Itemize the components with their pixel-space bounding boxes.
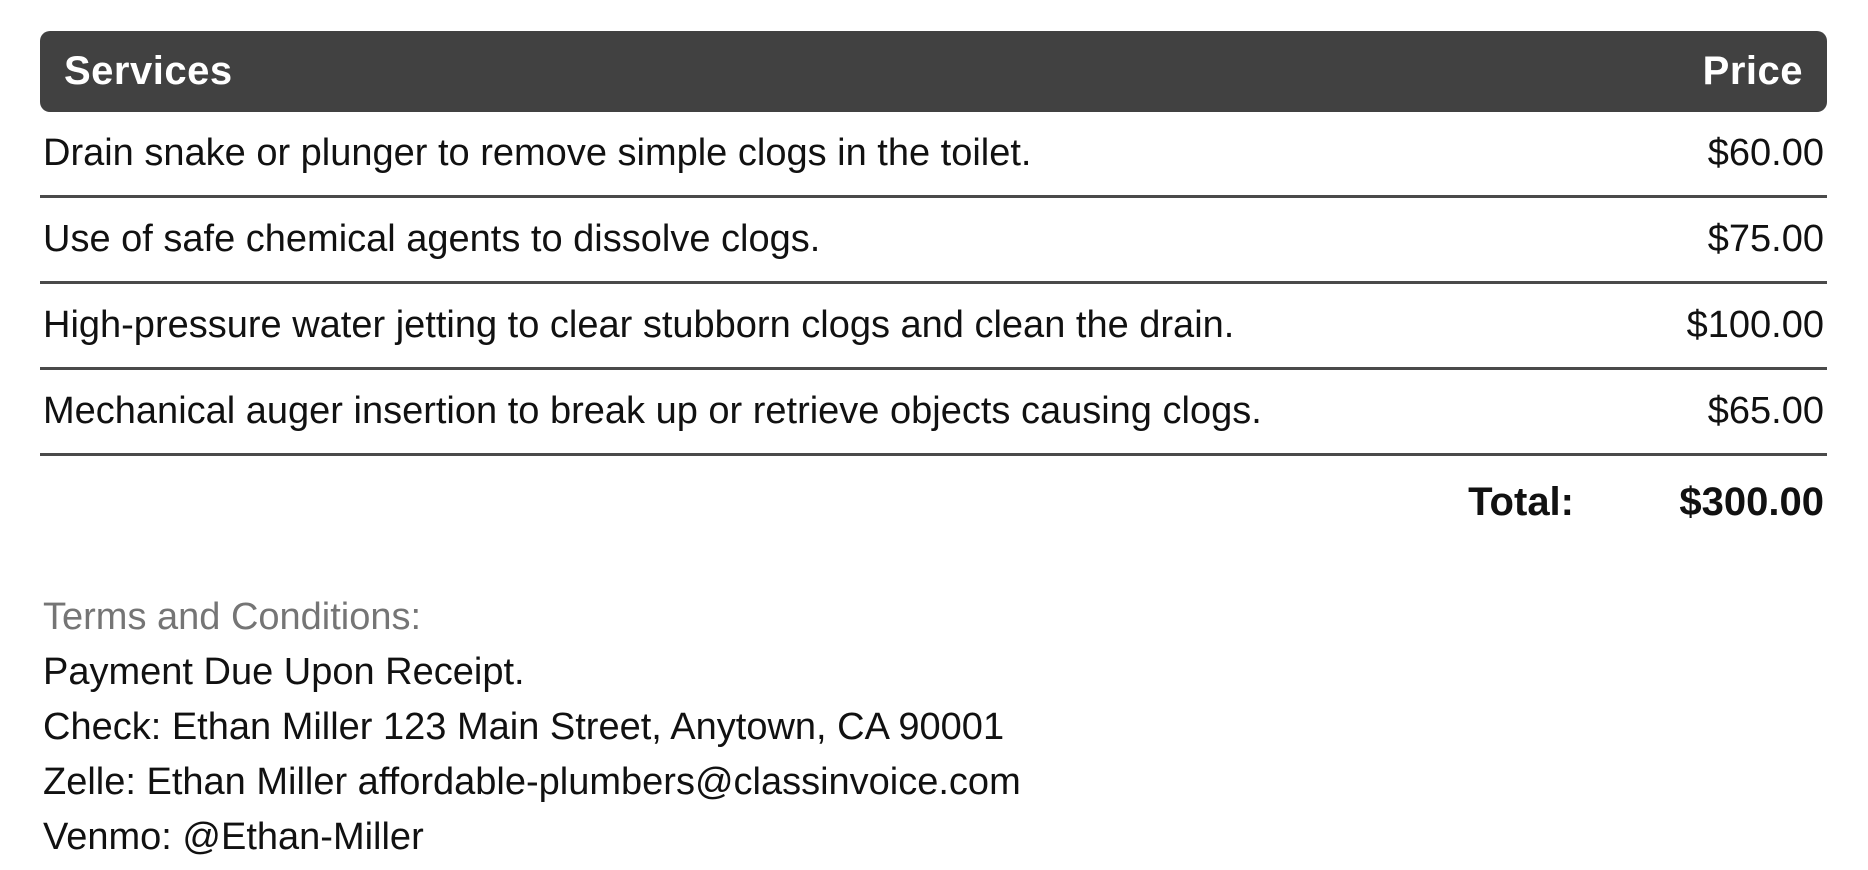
table-row: [40, 370, 1827, 456]
table-row: [40, 112, 1827, 198]
table-header-row: [40, 31, 1827, 112]
service-description: Mechanical auger insertion to break up or retrieve objects causing clogs.: [43, 390, 1262, 432]
terms-and-conditions-section: [40, 590, 1827, 865]
terms-line-check: Check: Ethan Miller 123 Main Street, Anytown, CA 90001: [43, 706, 1005, 748]
total-label: Total:: [1468, 479, 1574, 524]
service-description: Use of safe chemical agents to dissolve clogs.: [43, 218, 821, 260]
service-price: $60.00: [1707, 132, 1824, 174]
services-column-header: Services: [64, 49, 233, 93]
service-description: High-pressure water jetting to clear stubborn clogs and clean the drain.: [43, 304, 1235, 346]
total-row: [40, 456, 1827, 548]
terms-line-zelle: Zelle: Ethan Miller affordable-plumbers@classinvoice.com: [43, 761, 1021, 803]
terms-heading: Terms and Conditions:: [43, 596, 422, 638]
terms-line-payment-due: Payment Due Upon Receipt.: [43, 651, 525, 693]
service-description: Drain snake or plunger to remove simple clogs in the toilet.: [43, 132, 1032, 174]
total-amount: $300.00: [1679, 479, 1824, 524]
price-column-header: Price: [1702, 49, 1803, 93]
services-table: [40, 31, 1827, 548]
table-row: [40, 284, 1827, 370]
terms-line-venmo: Venmo: @Ethan-Miller: [43, 816, 424, 858]
service-price: $65.00: [1707, 390, 1824, 432]
service-price: $100.00: [1686, 304, 1824, 346]
table-row: [40, 198, 1827, 284]
service-price: $75.00: [1707, 218, 1824, 260]
